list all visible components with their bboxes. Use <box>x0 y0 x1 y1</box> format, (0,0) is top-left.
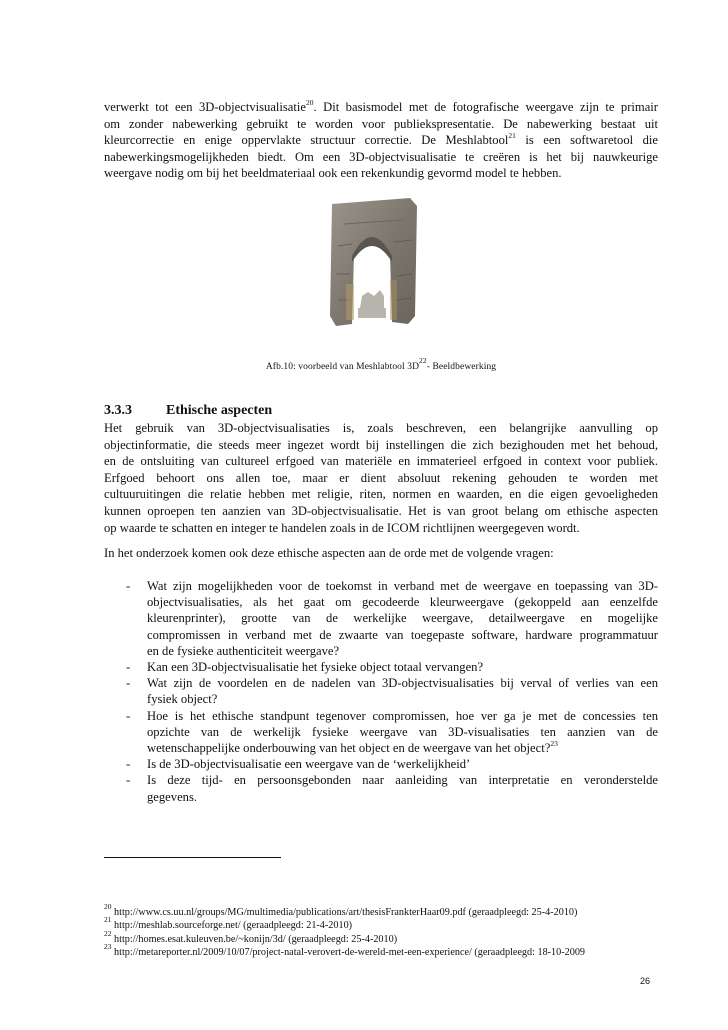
page-number: 26 <box>640 976 651 986</box>
archway-image <box>322 196 422 332</box>
list-item: - Is deze tijd- en persoonsgebonden naar aanleiding van interpretatie en veronderstelde gegevens. <box>126 773 658 804</box>
footnote-ref-20[interactable]: 20 <box>305 98 314 107</box>
ethics-line-1: Het gebruik van 3D-objectvisualisaties is, zoals beschreven, een belangrijke aanvulling op <box>104 421 658 435</box>
footnote-ref-22[interactable]: 22 <box>419 356 427 365</box>
footnote-22: $^{22}$ http://homes.esat.kuleuven.be/~konijn/3d/ (geraadpleegd: 25-4-2010) <box>104 928 398 945</box>
section-title: Ethische aspecten <box>166 403 273 418</box>
intro-paragraph <box>104 99 658 182</box>
ethics-line-6: kunnen oproepen ten aanzien van 3D-objectvisualisatie. Het is van groot belang om ethische aspecten <box>104 503 658 518</box>
ethics-line-2: objectinformatie, die steeds meer ingezet wordt bij instellingen die zich bezighouden met het behoud, <box>104 437 658 452</box>
ethics-line-5: cultuuruitingen die relatie hebben met religie, riten, normen en waarden, en die eigen gevoeligheden <box>104 487 658 502</box>
footnotes <box>104 902 664 959</box>
footnote-21: $^{21}$ http://meshlab.sourceforge.net/ (geraadpleegd: 21-4-2010) <box>104 915 353 932</box>
intro-line-3: kleurcorrectie en enige oppervlakte structuur correctie. De Meshlabtool$^{21}$ is een softwaretool die <box>104 131 658 148</box>
footnote-20: $^{20}$ http://www.cs.uu.nl/groups/MG/multimedia/publications/art/thesisFrankterHaar09.pdf (geraadpleegd: 25-4-2010) <box>104 902 578 918</box>
list-item: - Hoe is het ethische standpunt tegenover compromissen, hoe ver ga je met de concessies ten opzichte van de werkelijk fysieke weergave van 3D-visualisaties ten aanzien van de wetenschappelijke onderbouwing van het object en de weergave van het object?$^{23}$ <box>126 708 658 756</box>
intro-line-1: verwerkt tot een 3D-objectvisualisatie$^{20}$. Dit basismodel met de fotografische weergave zijn te primair <box>104 98 658 114</box>
list-item: - Is de 3D-objectvisualisatie een weergave van de ‘werkelijkheid’ <box>126 757 471 772</box>
list-item: - Wat zijn mogelijkheden voor de toekomst in verband met de weergave en toepassing van 3D- objectvisualisaties, als het gaat om gecodeerde kleurweergave (gekoppeld aan eenzelfde kleurenprinter), grootte van de werkelijke weergave, detailweergave en mogelijke compromissen in verband met de zwaarte van toegepaste software, hardware programmatuur en de fysieke authenticiteit weergave? <box>126 579 658 658</box>
section-heading <box>104 403 272 419</box>
intro-line-4: nabewerkingsmogelijkheden biedt. Om een 3D-objectvisualisatie te creëren is het bij nauwkeurige <box>104 149 658 164</box>
intro-line-2: om zonder nabewerking gebruikt te worden voor publiekspresentatie. De nabewerking bestaat uit <box>104 116 658 131</box>
list-item: - Kan een 3D-objectvisualisatie het fysieke object totaal vervangen? <box>126 660 484 675</box>
section-number: 3.3.3 <box>104 403 132 418</box>
ethics-paragraph <box>104 420 658 536</box>
footnote-23: $^{23}$ http://metareporter.nl/2009/10/07/project-natal-verovert-de-wereld-met-een-experience/ (geraadpleegd: 18-10-2009 <box>104 941 586 958</box>
questions-list <box>104 578 658 805</box>
list-item: - Wat zijn de voordelen en de nadelen van 3D-objectvisualisaties bij verval of verlies van een fysiek object? <box>126 676 658 707</box>
footnote-ref-23[interactable]: 23 <box>550 739 558 749</box>
ethics-line-7: op waarde te schatten en integer te handelen zoals in de ICOM richtlijnen weergegeven wordt. <box>104 520 580 535</box>
figure-caption: Afb.10: voorbeeld van Meshlabtool $3D^{22}-$ Beeldbewerking <box>265 356 497 372</box>
intro-line-5: weergave nodig om bij het beeldmateriaal ook een rekenkundig gevormd model te hebben. <box>104 166 562 181</box>
ethics-line-4: Erfgoed behoort ons allen toe, maar er dient absoluut rekening gehouden te worden met <box>104 470 658 485</box>
footnote-divider <box>104 857 281 858</box>
footnote-ref-21[interactable]: 21 <box>508 131 516 141</box>
questions-intro: In het onderzoek komen ook deze ethische aspecten aan de orde met de volgende vragen: <box>104 546 554 560</box>
ethics-line-3: en de ontsluiting van cultureel erfgoed van materiële en immaterieel erfgoed in context voor publiek. <box>104 454 658 469</box>
